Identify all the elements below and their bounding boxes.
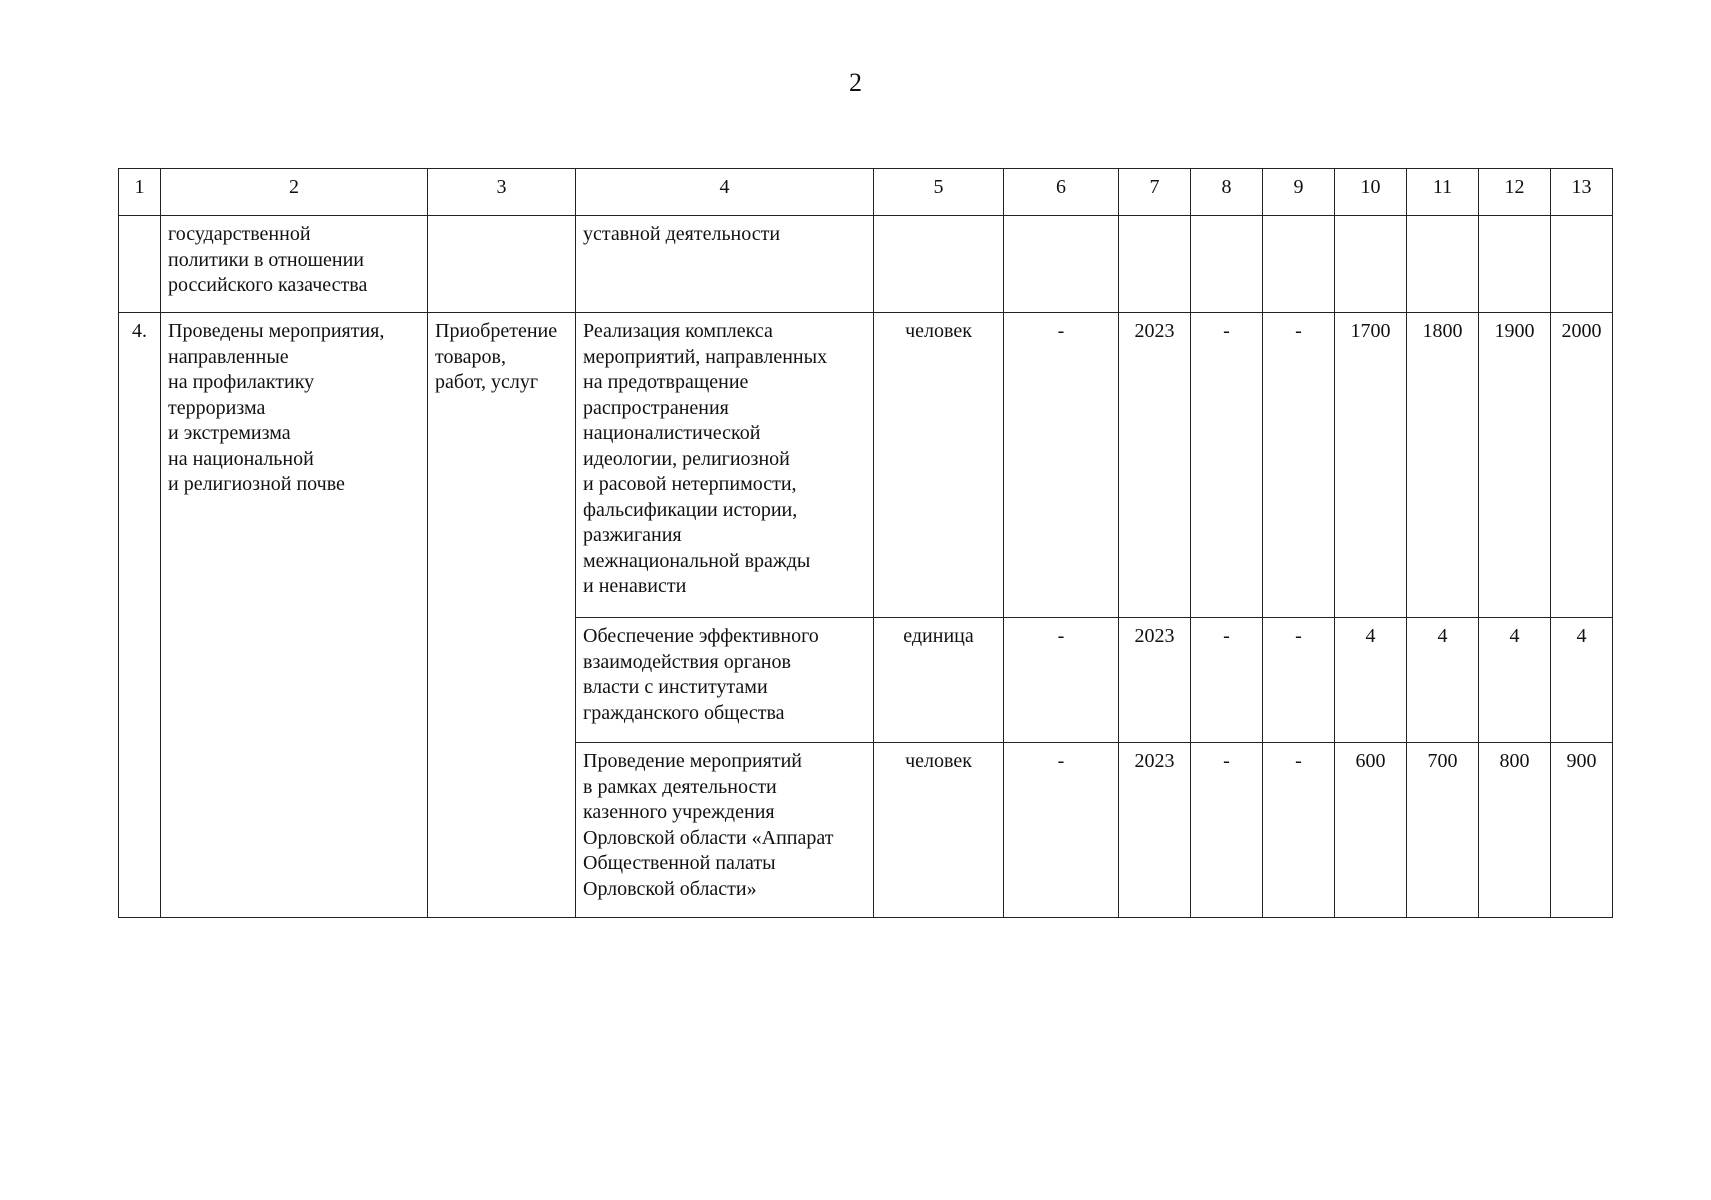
header-cell-2: 2 (161, 169, 428, 216)
indicator-value-9: - (1263, 743, 1335, 918)
indicator-value-12: 4 (1479, 618, 1551, 743)
header-row (119, 169, 1613, 216)
cont-result-cell: государственной политики в отношении российского казачества (161, 216, 428, 313)
header-cell-6: 6 (1004, 169, 1119, 216)
item-number: 4. (119, 313, 161, 918)
page-number: 2 (849, 68, 862, 97)
indicator-value-8: - (1191, 618, 1263, 743)
indicator-value-10: 4 (1335, 618, 1407, 743)
cont-empty-cell (874, 216, 1004, 313)
indicator-name: Реализация комплекса мероприятий, направленных на предотвращение распространения националистической идеологии, религиозной и расовой нетерпимости, фальсификации истории, разжигания межнациональной вражды и ненависти (576, 313, 874, 618)
header-cell-4: 4 (576, 169, 874, 216)
header-cell-13: 13 (1551, 169, 1613, 216)
header-cell-12: 12 (1479, 169, 1551, 216)
indicator-value-11: 4 (1407, 618, 1479, 743)
indicator-base-value: - (1004, 618, 1119, 743)
cont-empty-cell (1335, 216, 1407, 313)
indicator-value-9: - (1263, 313, 1335, 618)
cont-num-cell (119, 216, 161, 313)
indicators-table (118, 168, 1613, 918)
indicator-value-13: 900 (1551, 743, 1613, 918)
indicator-base-year: 2023 (1119, 743, 1191, 918)
cont-empty-cell (1119, 216, 1191, 313)
header-cell-10: 10 (1335, 169, 1407, 216)
indicator-value-11: 700 (1407, 743, 1479, 918)
cont-empty-cell (1479, 216, 1551, 313)
header-cell-7: 7 (1119, 169, 1191, 216)
indicator-value-13: 2000 (1551, 313, 1613, 618)
indicator-unit: единица (874, 618, 1004, 743)
indicator-value-10: 1700 (1335, 313, 1407, 618)
indicator-value-8: - (1191, 313, 1263, 618)
header-cell-5: 5 (874, 169, 1004, 216)
indicator-value-10: 600 (1335, 743, 1407, 918)
header-cell-8: 8 (1191, 169, 1263, 216)
indicator-base-value: - (1004, 743, 1119, 918)
continuation-row (119, 216, 1613, 313)
item-type: Приобретение товаров, работ, услуг (428, 313, 576, 918)
cont-empty-cell (1004, 216, 1119, 313)
indicator-base-year: 2023 (1119, 618, 1191, 743)
item-result: Проведены мероприятия, направленные на профилактику терроризма и экстремизма на национальной и религиозной почве (161, 313, 428, 918)
indicator-value-11: 1800 (1407, 313, 1479, 618)
indicator-value-8: - (1191, 743, 1263, 918)
indicator-value-13: 4 (1551, 618, 1613, 743)
indicator-name: Обеспечение эффективного взаимодействия органов власти с институтами гражданского общества (576, 618, 874, 743)
table-row (119, 313, 1613, 618)
indicator-value-12: 800 (1479, 743, 1551, 918)
indicator-unit: человек (874, 313, 1004, 618)
header-cell-11: 11 (1407, 169, 1479, 216)
cont-empty-cell (1191, 216, 1263, 313)
header-cell-3: 3 (428, 169, 576, 216)
indicator-base-year: 2023 (1119, 313, 1191, 618)
cont-empty-cell (1407, 216, 1479, 313)
cont-type-cell (428, 216, 576, 313)
indicator-name: Проведение мероприятий в рамках деятельности казенного учреждения Орловской области «Аппарат Общественной палаты Орловской области» (576, 743, 874, 918)
indicator-value-9: - (1263, 618, 1335, 743)
indicator-unit: человек (874, 743, 1004, 918)
header-cell-1: 1 (119, 169, 161, 216)
cont-indicator-cell: уставной деятельности (576, 216, 874, 313)
cont-empty-cell (1551, 216, 1613, 313)
header-cell-9: 9 (1263, 169, 1335, 216)
indicator-value-12: 1900 (1479, 313, 1551, 618)
cont-empty-cell (1263, 216, 1335, 313)
indicator-base-value: - (1004, 313, 1119, 618)
